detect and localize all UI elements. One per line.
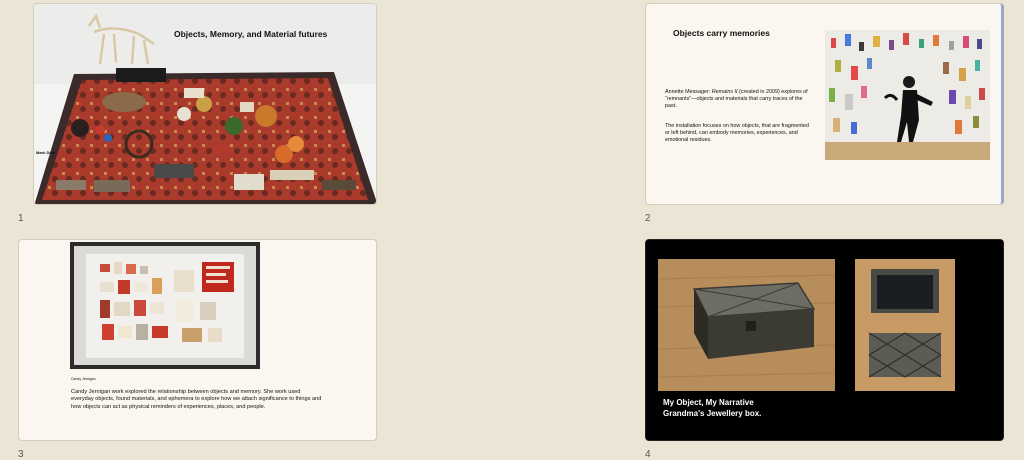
slide-number-1: 1 bbox=[18, 213, 24, 224]
remains-ii-installation-image bbox=[825, 30, 990, 160]
slide-4-line-1: My Object, My Narrative bbox=[663, 398, 754, 407]
slide-number-2: 2 bbox=[645, 213, 651, 224]
slide-2-para1-rest: (created in 2009) explores of “remnants”—objects and materials that carry traces of the past. bbox=[665, 89, 808, 109]
slide-thumbnail-1[interactable] bbox=[33, 3, 377, 205]
slide-number-4: 4 bbox=[645, 449, 651, 460]
slide-2-title: Objects carry memories bbox=[673, 28, 770, 38]
slide-3-body: Candy Jernigan work explored the relationship between objects and memory. She work used everyday objects, found materials, and ephemera to explore how we attach significance to things and how objects can act as physical reminders of experiences, places, and people. bbox=[71, 389, 322, 410]
slide-4-line-2: Grandma's Jewellery box. bbox=[663, 409, 762, 418]
slide-2-paragraph-2: The installation focuses on how objects, that are fragmented or left behind, can embody memories, experiences, and emotional residues. bbox=[665, 123, 809, 143]
slide-thumbnail-4[interactable] bbox=[645, 239, 1004, 441]
slide-1-caption: Mark Dion bbox=[36, 150, 56, 155]
jewellery-box-open-photo bbox=[855, 259, 955, 391]
slide-2-work-title: Remains II bbox=[711, 89, 738, 95]
slide-2-paragraph-1 bbox=[665, 89, 813, 110]
slide-1-title: Objects, Memory, and Material futures bbox=[174, 29, 328, 39]
slide-thumbnail-3[interactable] bbox=[18, 239, 377, 441]
slide-number-3: 3 bbox=[18, 449, 24, 460]
slide-3-caption: Candy Jernigan bbox=[71, 377, 96, 381]
slide-thumbnail-2[interactable] bbox=[645, 3, 1004, 205]
candy-jernigan-artwork-image bbox=[70, 242, 260, 369]
slide-2-artist: Annette Messager: bbox=[665, 89, 712, 95]
jewellery-box-closed-photo bbox=[658, 259, 835, 391]
